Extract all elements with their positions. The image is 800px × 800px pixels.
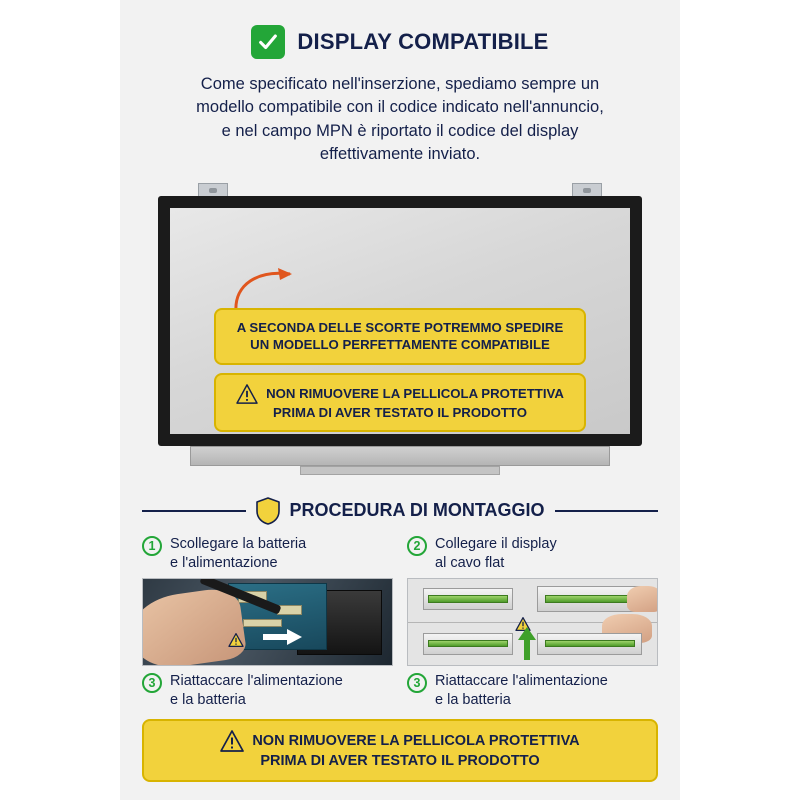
intro-paragraph [138,73,662,167]
step-2-number: 2 [407,536,427,556]
left-margin [0,0,120,800]
warning-triangle-icon [220,730,244,752]
right-margin [680,0,800,800]
protective-film-callout-line-2: PRIMA DI AVER TESTATO IL PRODOTTO [273,404,527,420]
footer-warning-banner [142,719,658,782]
page-title: DISPLAY COMPATIBILE [297,29,549,54]
step-1-line-1: Scollegare la batteria [170,535,307,552]
intro-line-3: e nel campo MPN è riportato il codice del display [221,121,579,140]
intro-line-1: Come specificato nell'inserzione, spediamo sempre un [200,75,600,93]
content-column [120,0,680,800]
display-foot-strip [300,466,500,475]
step-1-line-2: e l'alimentazione [170,554,278,571]
orange-arrow-icon [230,266,300,314]
step-3-number: 3 [142,673,162,693]
procedure-title: PROCEDURA DI MONTAGGIO [289,500,545,521]
protective-film-callout-row [226,384,574,404]
flat-cable-connectors-photo [407,578,658,666]
step-1-text [170,535,306,573]
step-3-text [170,672,343,710]
white-arrow-icon [263,628,303,646]
chip-3 [243,619,283,627]
laptop-internals-photo [142,578,393,666]
step-2-line-1: Collegare il display [435,535,557,552]
green-check-box-icon [251,25,285,59]
stock-callout-line-2: UN MODELLO PERFETTAMENTE COMPATIBILE [250,337,550,353]
flat-cable-bottom-left [428,640,508,648]
step-1-label [142,535,393,573]
screw-hole-right [583,188,591,193]
green-up-arrow-icon [518,626,536,660]
step-4-text [435,672,608,710]
step-4-label [407,672,658,710]
shield-icon [256,497,280,525]
step-4-number: 3 [407,673,427,693]
hand [142,586,247,667]
step-4-line-1: Riattaccare l'alimentazione [435,673,608,690]
step-3-line-1: Riattaccare l'alimentazione [170,673,343,690]
finger-2 [627,586,658,612]
step-2-line-2: al cavo flat [435,554,505,571]
stock-compatibility-callout [214,308,586,365]
flat-cable-top-left [428,595,508,603]
rule-left [142,510,246,512]
display-surface [170,208,630,434]
warning-triangle-icon [236,384,258,404]
step-2-text [435,535,557,573]
mounting-tab-left [198,183,228,197]
step-3-label [142,672,393,710]
protective-film-callout [214,373,586,432]
step-2-label [407,535,658,573]
flat-cable-bottom-right [545,640,635,648]
rule-right [555,510,659,512]
procedure-heading [142,497,658,525]
mounting-tab-right [572,183,602,197]
display-bezel [158,196,642,446]
stock-callout-line-1: A SECONDA DELLE SCORTE POTREMMO SPEDIRE [236,319,564,335]
flat-cable-top-right [545,595,635,603]
intro-line-4: effettivamente inviato. [319,145,481,164]
chip-2 [277,605,302,615]
step-1-number: 1 [142,536,162,556]
procedure-steps [142,535,658,710]
display-bottom-strip [190,446,610,466]
screw-hole-left [209,188,217,193]
footer-warning-row [156,730,644,752]
warning-triangle-icon [228,633,244,647]
step-4-line-2: e la batteria [435,692,511,709]
display-panel-illustration [150,183,650,483]
header [120,0,680,59]
footer-warning-line-2: PRIMA DI AVER TESTATO IL PRODOTTO [260,753,540,770]
intro-line-2: modello compatibile con il codice indicato nell'annuncio, [196,98,604,117]
protective-film-callout-line-1: NON RIMUOVERE LA PELLICOLA PROTETTIVA [266,385,564,401]
footer-warning-line-1: NON RIMUOVERE LA PELLICOLA PROTETTIVA [252,732,580,749]
step-3-line-2: e la batteria [170,692,246,709]
